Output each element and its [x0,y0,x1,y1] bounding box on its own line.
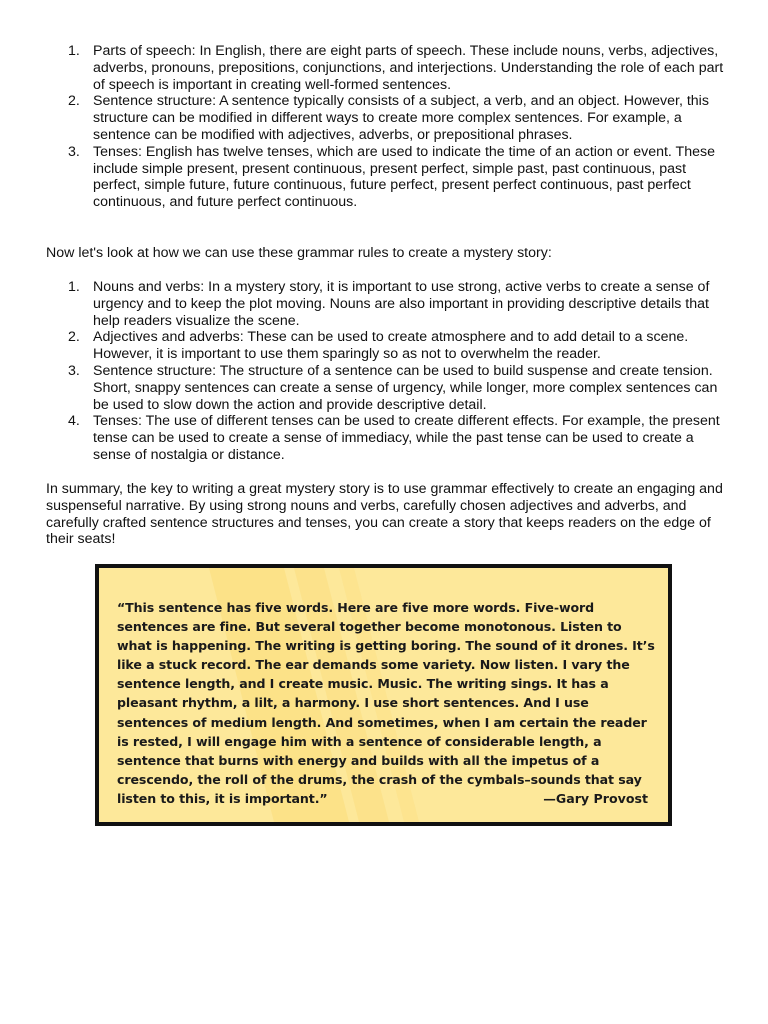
list-item [46,329,726,363]
list-item-text: Nouns and verbs: In a mystery story, it is important to use strong, active verbs to create a sense of urgency and to keep the plot moving. Nouns are also important in providing descriptive details that help readers visualize the scene. [93,279,710,329]
list-item [46,279,726,329]
intro-paragraph: Now let's look at how we can use these grammar rules to create a mystery story: [46,245,552,261]
list-item [46,413,726,463]
list-number: 4. [68,413,80,430]
list-number: 3. [68,143,80,160]
summary-paragraph: In summary, the key to writing a great mystery story is to use grammar effectively to create an engaging and suspenseful narrative. By using strong nouns and verbs, carefully chosen adjectives and adverbs, and carefully crafted sentence structures and tenses, you can create a story that keeps readers on the edge of their seats! [46,481,723,548]
list-number: 1. [68,43,80,59]
list-item [46,144,726,211]
quote-box [95,564,672,826]
list-number: 1. [68,279,80,295]
quote-text: “This sentence has five words. Here are five more words. Five-word sentences are fine. But several together become monotonous. Listen to what is happening. The writing is getting boring. The sound of it drones. It’s like a stuck record. The ear demands some variety. Now listen. I vary the sentence length, and I create music. Music. The writing sings. It has a pleasant rhythm, a lilt, a harmony. I use short sentences. And I use sentences of medium length. And sometimes, when I am certain the reader is rested, I will engage him with a sentence of considerable length, a sentence that burns with energy and builds with all the impetus of a crescendo, the roll of the drums, the crash of the cymbals–sounds that say listen to this, it is important.” [117,600,655,806]
mystery-story-tips-list [46,279,726,464]
list-item-text: Adjectives and adverbs: These can be used to create atmosphere and to add detail to a scene. However, it is important to use them sparingly so as not to overwhelm the reader. [93,329,689,363]
list-item-text: Sentence structure: A sentence typically consists of a subject, a verb, and an object. However, this structure can be modified in different ways to create more complex sentences. For example, a sentence can be modified with adjectives, adverbs, or prepositional phrases. [93,93,709,143]
list-item [46,363,726,413]
list-item-text: Sentence structure: The structure of a sentence can be used to build suspense and create tension. Short, snappy sentences can create a sense of urgency, while longer, more complex sentences can be used to slow down the action and provide descriptive detail. [93,362,718,413]
grammar-rules-list [46,43,726,211]
list-item [46,93,726,143]
list-item-text: Tenses: The use of different tenses can be used to create different effects. For example, the present tense can be used to create a sense of immediacy, while the past tense can be used to create a sense of nostalgia or distance. [93,413,720,463]
list-number: 2. [68,93,80,110]
list-item-text: Parts of speech: In English, there are eight parts of speech. These include nouns, verbs, adjectives, adverbs, pronouns, prepositions, conjunctions, and interjections. Understanding the role of each part of speech is important in creating well-formed sentences. [93,43,724,93]
list-item-text: Tenses: English has twelve tenses, which are used to indicate the time of an action or event. These include simple present, present continuous, present perfect, simple past, past continuous, past perfect, simple future, future continuous, future perfect, present perfect continuous, past perfect continuous, and future perfect continuous. [93,143,715,211]
list-number: 3. [68,362,80,379]
quote-author: —Gary Provost [543,791,648,806]
list-number: 2. [68,329,80,346]
list-item [46,43,726,93]
